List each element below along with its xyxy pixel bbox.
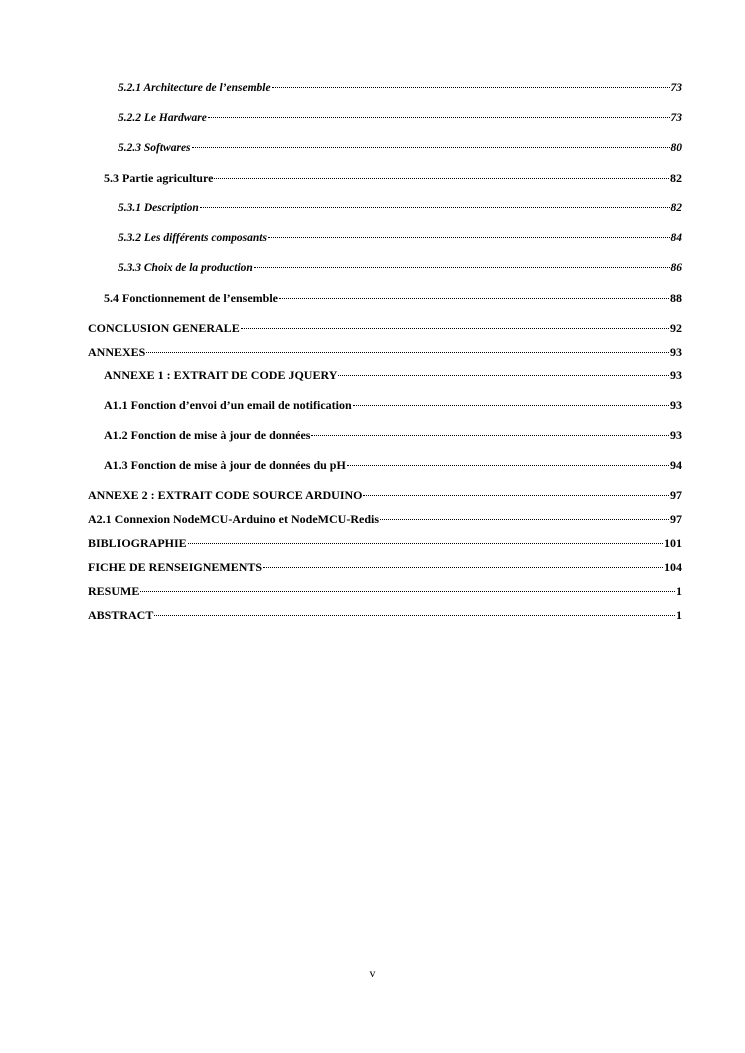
toc-entry-page: 84 xyxy=(670,232,682,244)
toc-entry-page: 80 xyxy=(670,142,682,154)
toc-entry-page: 86 xyxy=(670,262,682,274)
toc-entry[interactable] xyxy=(104,457,682,473)
dot-leader xyxy=(146,352,669,353)
toc-entry-title: 5.4 Fonctionnement de l’ensemble xyxy=(104,291,278,305)
toc-entry[interactable] xyxy=(88,559,682,575)
dot-leader xyxy=(154,615,675,616)
toc-entry[interactable] xyxy=(88,320,682,336)
toc-entry-title: CONCLUSION GENERALE xyxy=(88,321,240,335)
dot-leader xyxy=(311,435,669,436)
toc-entry-page: 73 xyxy=(670,82,682,94)
toc-entry[interactable] xyxy=(118,230,682,246)
toc-entry[interactable] xyxy=(118,140,682,156)
dot-leader xyxy=(363,495,669,496)
toc-entry-title: ABSTRACT xyxy=(88,608,154,622)
toc-entry[interactable] xyxy=(88,511,682,527)
page-number-footer: v xyxy=(369,966,376,980)
dot-leader xyxy=(192,147,670,148)
toc-entry-page: 97 xyxy=(670,488,682,502)
toc-entry-page: 94 xyxy=(670,458,682,472)
toc-entry[interactable] xyxy=(118,260,682,276)
dot-leader xyxy=(272,87,670,88)
toc-entry-title: ANNEXES xyxy=(88,345,146,359)
toc-entry-title: 5.2.2 Le Hardware xyxy=(118,112,207,124)
toc-entry-page: 1 xyxy=(676,608,682,622)
toc-entry-page: 93 xyxy=(670,345,682,359)
toc-entry-title: A1.3 Fonction de mise à jour de données du pH xyxy=(104,458,346,472)
toc-entry-title: BIBLIOGRAPHIE xyxy=(88,536,187,550)
dot-leader xyxy=(241,328,669,329)
toc-entry[interactable] xyxy=(104,397,682,413)
toc-entry-title: 5.2.1 Architecture de l’ensemble xyxy=(118,82,271,94)
toc-entry-title: A2.1 Connexion NodeMCU-Arduino et NodeMCU-Redis xyxy=(88,512,379,526)
toc-entry-title: ANNEXE 1 : EXTRAIT DE CODE JQUERY xyxy=(104,368,338,382)
toc-entry-page: 73 xyxy=(670,112,682,124)
toc-entry[interactable] xyxy=(104,170,682,186)
toc-entry-page: 1 xyxy=(676,584,682,598)
toc-entry[interactable] xyxy=(104,290,682,306)
toc-entry-page: 97 xyxy=(670,512,682,526)
toc-entry-page: 82 xyxy=(670,171,682,185)
dot-leader xyxy=(380,519,669,520)
dot-leader xyxy=(188,543,663,544)
toc-entry-title: 5.3.2 Les différents composants xyxy=(118,232,267,244)
toc-entry[interactable] xyxy=(118,110,682,126)
toc-entry-title: A1.1 Fonction d’envoi d’un email de notification xyxy=(104,398,352,412)
toc-entry-page: 93 xyxy=(670,368,682,382)
dot-leader xyxy=(254,267,670,268)
toc-entry-page: 101 xyxy=(664,536,682,550)
toc-entry-page: 82 xyxy=(670,202,682,214)
toc-entry-title: RESUME xyxy=(88,584,140,598)
toc-entry-page: 93 xyxy=(670,428,682,442)
toc-entry-page: 104 xyxy=(664,560,682,574)
dot-leader xyxy=(338,375,669,376)
toc-entry[interactable] xyxy=(88,607,682,623)
toc-entry[interactable] xyxy=(118,80,682,96)
dot-leader xyxy=(140,591,675,592)
toc-entry[interactable] xyxy=(88,487,682,503)
dot-leader xyxy=(353,405,669,406)
dot-leader xyxy=(268,237,670,238)
toc-entry-title: 5.2.3 Softwares xyxy=(118,142,191,154)
toc-entry-title: 5.3 Partie agriculture xyxy=(104,171,214,185)
toc-entry-title: A1.2 Fonction de mise à jour de données xyxy=(104,428,311,442)
dot-leader xyxy=(208,117,670,118)
toc-entry[interactable] xyxy=(104,427,682,443)
toc-entry-page: 92 xyxy=(670,321,682,335)
toc-entry-title: 5.3.3 Choix de la production xyxy=(118,262,253,274)
toc-entry[interactable] xyxy=(88,535,682,551)
dot-leader xyxy=(263,567,663,568)
toc-entry[interactable] xyxy=(88,344,682,360)
dot-leader xyxy=(279,298,669,299)
toc-entry-page: 88 xyxy=(670,291,682,305)
toc-entry-title: ANNEXE 2 : EXTRAIT CODE SOURCE ARDUINO xyxy=(88,488,363,502)
toc-entry[interactable] xyxy=(118,200,682,216)
dot-leader xyxy=(347,465,669,466)
toc-entry-title: 5.3.1 Description xyxy=(118,202,199,214)
toc-entry-page: 93 xyxy=(670,398,682,412)
toc-entry[interactable] xyxy=(88,583,682,599)
dot-leader xyxy=(214,178,669,179)
toc-entry-title: FICHE DE RENSEIGNEMENTS xyxy=(88,560,263,574)
dot-leader xyxy=(200,207,670,208)
toc-entry[interactable] xyxy=(104,367,682,383)
